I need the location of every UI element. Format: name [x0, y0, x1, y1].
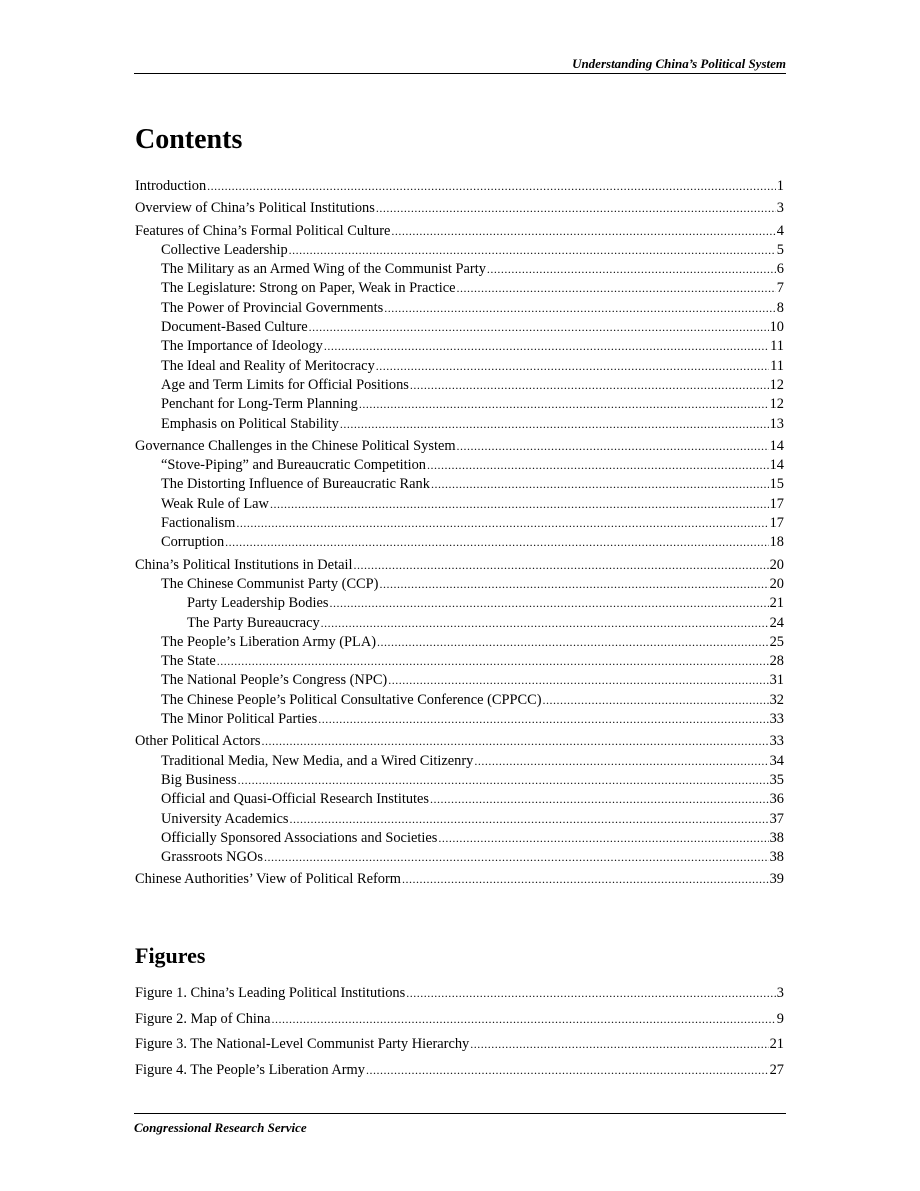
toc-entry[interactable]	[135, 415, 784, 434]
contents-title: Contents	[135, 124, 243, 155]
dot-leader	[359, 395, 769, 414]
dot-leader	[402, 870, 769, 889]
running-header: Understanding China’s Political System	[134, 56, 786, 74]
dot-leader	[262, 732, 769, 751]
entry-label[interactable]: Penchant for Long-Term Planning	[161, 396, 358, 413]
toc-entry[interactable]	[135, 395, 784, 414]
entry-page-number[interactable]: 24	[769, 614, 784, 631]
toc-entry[interactable]	[135, 199, 784, 218]
dot-leader	[384, 299, 776, 318]
toc-entry[interactable]	[135, 752, 784, 771]
dot-leader	[377, 633, 769, 652]
entry-page-number[interactable]: 14	[769, 457, 784, 474]
entry-page-number[interactable]: 39	[769, 871, 784, 888]
entry-page-number[interactable]: 7	[776, 280, 784, 297]
entry-page-number[interactable]: 36	[769, 791, 784, 808]
dot-leader	[340, 415, 769, 434]
dot-leader	[388, 671, 768, 690]
entry-page-number[interactable]: 12	[769, 396, 784, 413]
entry-label[interactable]: Document-Based Culture	[161, 319, 308, 336]
toc-entry[interactable]	[135, 848, 784, 867]
figure-entry[interactable]	[135, 1061, 784, 1087]
entry-label[interactable]: Official and Quasi-Official Research Institutes	[161, 791, 430, 808]
toc-entry[interactable]	[135, 475, 784, 494]
entry-page-number[interactable]: 35	[769, 771, 784, 788]
toc-entry[interactable]	[135, 633, 784, 652]
toc-entry[interactable]	[135, 437, 784, 456]
entry-page-number[interactable]: 21	[769, 595, 784, 612]
entry-label[interactable]: Figure 1. China’s Leading Political Institutions	[135, 985, 406, 1001]
toc-entry[interactable]	[135, 318, 784, 337]
entry-label[interactable]: The Power of Provincial Governments	[161, 299, 384, 316]
dot-leader	[487, 260, 776, 279]
entry-label[interactable]: Figure 2. Map of China	[135, 1010, 271, 1027]
entry-page-number[interactable]: 1	[776, 178, 784, 194]
toc-entry[interactable]	[135, 495, 784, 514]
entry-page-number[interactable]: 27	[769, 1061, 784, 1078]
dot-leader	[391, 222, 775, 241]
dot-leader	[321, 614, 769, 633]
entry-label[interactable]: Factionalism	[161, 515, 236, 532]
dot-leader	[457, 279, 776, 298]
entry-page-number[interactable]: 33	[769, 711, 784, 728]
dot-leader	[430, 790, 769, 809]
toc-entry[interactable]	[135, 337, 784, 356]
entry-label[interactable]: Other Political Actors	[135, 733, 261, 750]
entry-page-number[interactable]: 25	[769, 633, 784, 650]
entry-label[interactable]: Figure 3. The National-Level Communist Party Hierarchy	[135, 1036, 470, 1052]
entry-page-number[interactable]: 3	[776, 200, 784, 217]
dot-leader	[379, 575, 768, 594]
toc-entry[interactable]	[135, 177, 784, 196]
toc-entry[interactable]	[135, 279, 784, 298]
dot-leader	[289, 241, 776, 260]
dot-leader	[309, 318, 769, 337]
entry-page-number[interactable]: 13	[769, 415, 784, 432]
dot-leader	[217, 652, 769, 671]
entry-label[interactable]: Traditional Media, New Media, and a Wired Citizenry	[161, 752, 474, 769]
entry-page-number[interactable]: 8	[776, 299, 784, 316]
entry-label[interactable]: Collective Leadership	[161, 241, 288, 258]
entry-page-number[interactable]: 4	[776, 222, 784, 239]
dot-leader	[470, 1035, 768, 1054]
entry-label[interactable]: Big Business	[161, 771, 237, 788]
entry-label[interactable]: Chinese Authorities’ View of Political Reform	[135, 871, 401, 888]
entry-label[interactable]: The Party Bureaucracy	[187, 614, 320, 631]
entry-label[interactable]: Grassroots NGOs	[161, 849, 263, 866]
entry-label[interactable]: The Legislature: Strong on Paper, Weak in Practice	[161, 280, 456, 297]
entry-label[interactable]: The Chinese People’s Political Consultative Conference (CPPCC)	[161, 691, 542, 708]
toc-entry[interactable]	[135, 614, 784, 633]
toc-entry[interactable]	[135, 299, 784, 318]
entry-page-number[interactable]: 31	[769, 672, 784, 689]
dot-leader	[290, 810, 769, 829]
entry-label[interactable]: The People’s Liberation Army (PLA)	[161, 633, 377, 650]
entry-label[interactable]: The Military as an Armed Wing of the Communist Party	[161, 261, 486, 278]
contents-list	[135, 177, 784, 890]
running-footer: Congressional Research Service	[134, 1113, 786, 1136]
toc-entry[interactable]	[135, 870, 784, 889]
entry-page-number[interactable]: 28	[769, 653, 784, 670]
dot-leader	[318, 710, 768, 729]
dot-leader	[474, 752, 768, 771]
entry-label[interactable]: Governance Challenges in the Chinese Political System	[135, 437, 456, 454]
entry-page-number[interactable]: 17	[769, 495, 784, 512]
entry-label[interactable]: Overview of China’s Political Institutions	[135, 200, 375, 217]
toc-entry[interactable]	[135, 222, 784, 241]
entry-label[interactable]: “Stove-Piping” and Bureaucratic Competition	[161, 457, 426, 474]
dot-leader	[431, 475, 769, 494]
entry-label[interactable]: Weak Rule of Law	[161, 495, 269, 512]
toc-entry[interactable]	[135, 357, 784, 376]
entry-page-number[interactable]: 9	[776, 1010, 784, 1027]
dot-leader	[366, 1061, 769, 1080]
entry-label[interactable]: Age and Term Limits for Official Positions	[161, 376, 409, 393]
entry-label[interactable]: Emphasis on Political Stability	[161, 415, 339, 432]
entry-label[interactable]: Party Leadership Bodies	[187, 595, 329, 612]
dot-leader	[543, 691, 769, 710]
toc-entry[interactable]	[135, 810, 784, 829]
toc-entry[interactable]	[135, 376, 784, 395]
dot-leader	[376, 357, 769, 376]
dot-leader	[272, 1010, 776, 1029]
toc-entry[interactable]	[135, 652, 784, 671]
entry-label[interactable]: Features of China’s Formal Political Culture	[135, 222, 391, 239]
dot-leader	[225, 533, 768, 552]
dot-leader	[238, 771, 769, 790]
entry-page-number[interactable]: 18	[769, 534, 784, 551]
toc-entry[interactable]	[135, 594, 784, 613]
dot-leader	[406, 984, 776, 1003]
dot-leader	[236, 514, 768, 533]
toc-entry[interactable]	[135, 732, 784, 751]
dot-leader	[410, 376, 769, 395]
entry-label[interactable]: The Distorting Influence of Bureaucratic Rank	[161, 476, 430, 493]
toc-entry[interactable]	[135, 456, 784, 475]
entry-page-number[interactable]: 11	[770, 338, 784, 355]
entry-page-number[interactable]: 21	[769, 1036, 784, 1052]
entry-page-number[interactable]: 34	[769, 752, 784, 769]
entry-label[interactable]: The Ideal and Reality of Meritocracy	[161, 357, 375, 374]
entry-page-number[interactable]: 20	[769, 575, 784, 592]
dot-leader	[264, 848, 769, 867]
dot-leader	[427, 456, 769, 475]
toc-entry[interactable]	[135, 556, 784, 575]
dot-leader	[376, 199, 776, 218]
entry-label[interactable]: Figure 4. The People’s Liberation Army	[135, 1061, 365, 1078]
toc-entry[interactable]	[135, 691, 784, 710]
figure-entry[interactable]	[135, 1010, 784, 1036]
toc-entry[interactable]	[135, 575, 784, 594]
entry-page-number[interactable]: 5	[776, 241, 784, 258]
entry-page-number[interactable]: 37	[769, 810, 784, 827]
dot-leader	[329, 594, 768, 613]
dot-leader	[353, 556, 768, 575]
toc-entry[interactable]	[135, 710, 784, 729]
toc-entry[interactable]	[135, 514, 784, 533]
entry-page-number[interactable]: 38	[769, 829, 784, 846]
entry-label[interactable]: Officially Sponsored Associations and Societies	[161, 829, 438, 846]
toc-entry[interactable]	[135, 829, 784, 848]
toc-entry[interactable]	[135, 533, 784, 552]
entry-page-number[interactable]: 6	[776, 261, 784, 278]
toc-entry[interactable]	[135, 260, 784, 279]
entry-label[interactable]: The Importance of Ideology	[161, 338, 323, 355]
figures-title: Figures	[135, 943, 206, 968]
entry-label[interactable]: The National People’s Congress (NPC)	[161, 672, 388, 689]
entry-label[interactable]: University Academics	[161, 810, 289, 827]
entry-label[interactable]: The Chinese Communist Party (CCP)	[161, 575, 379, 592]
entry-page-number[interactable]: 17	[769, 515, 784, 532]
entry-label[interactable]: Corruption	[161, 534, 225, 551]
entry-page-number[interactable]: 38	[769, 849, 784, 866]
toc-entry[interactable]	[135, 790, 784, 809]
entry-page-number[interactable]: 3	[776, 985, 784, 1001]
toc-entry[interactable]	[135, 771, 784, 790]
dot-leader	[324, 337, 769, 356]
toc-entry[interactable]	[135, 671, 784, 690]
dot-leader	[207, 177, 776, 196]
entry-label[interactable]: Introduction	[135, 178, 207, 194]
dot-leader	[438, 829, 768, 848]
entry-label[interactable]: The Minor Political Parties	[161, 711, 318, 728]
dot-leader	[270, 495, 769, 514]
entry-page-number[interactable]: 15	[769, 476, 784, 493]
entry-page-number[interactable]: 14	[769, 437, 784, 454]
entry-page-number[interactable]: 32	[769, 691, 784, 708]
figures-list	[135, 984, 784, 1086]
dot-leader	[457, 437, 769, 456]
entry-page-number[interactable]: 11	[770, 357, 784, 374]
entry-page-number[interactable]: 12	[769, 376, 784, 393]
toc-entry[interactable]	[135, 241, 784, 260]
figure-entry[interactable]	[135, 1035, 784, 1061]
entry-page-number[interactable]: 10	[769, 319, 784, 336]
entry-page-number[interactable]: 20	[769, 556, 784, 573]
figure-entry[interactable]	[135, 984, 784, 1010]
entry-page-number[interactable]: 33	[769, 733, 784, 750]
entry-label[interactable]: China’s Political Institutions in Detail	[135, 556, 353, 573]
entry-label[interactable]: The State	[161, 653, 216, 670]
